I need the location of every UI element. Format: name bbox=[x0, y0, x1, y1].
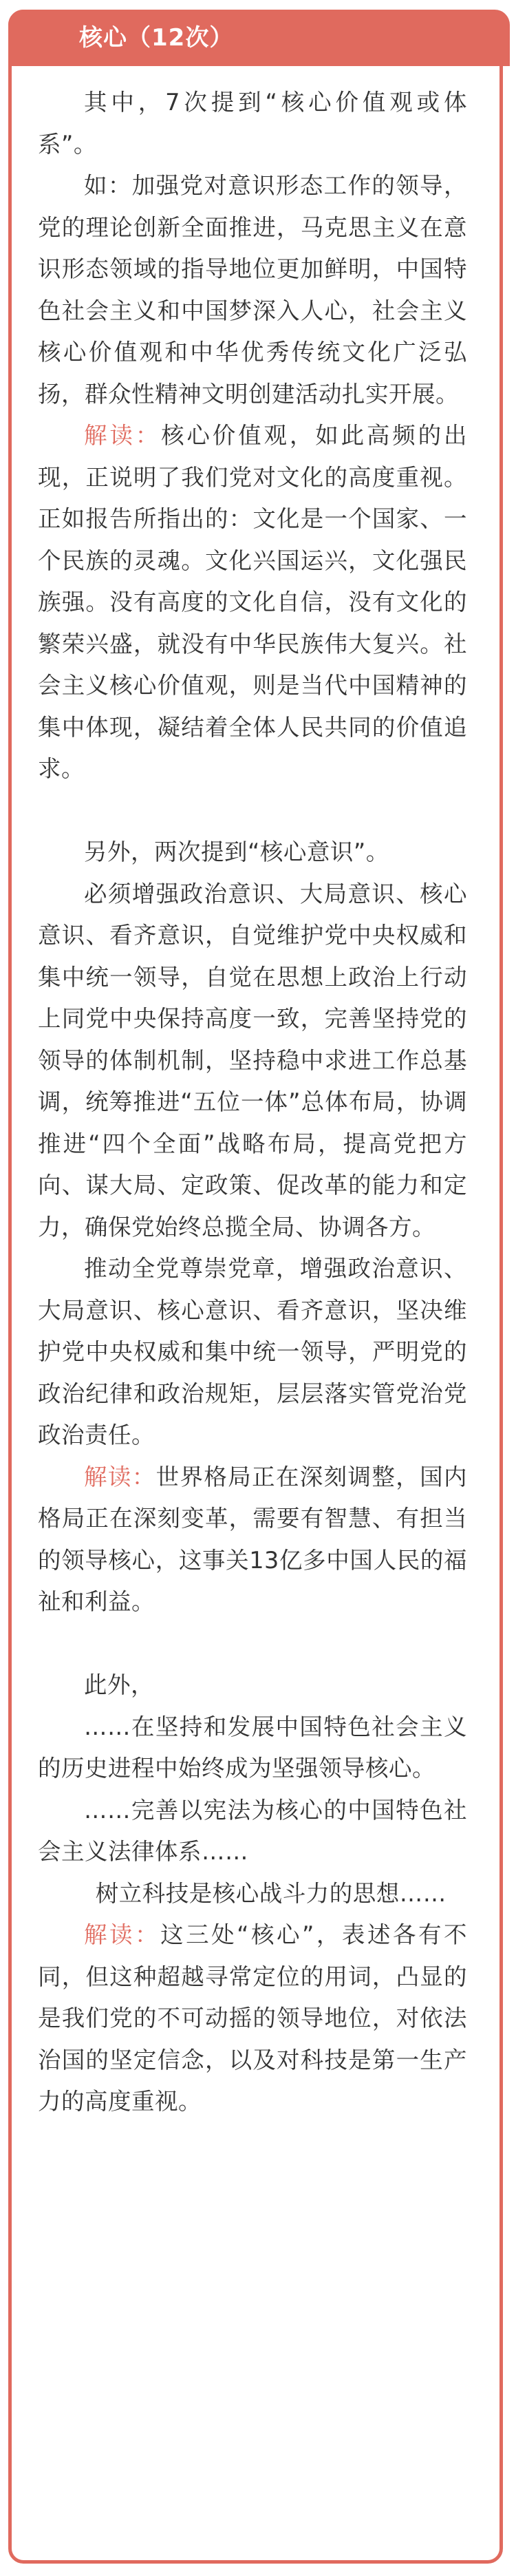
section-gap bbox=[38, 1623, 467, 1665]
paragraph-text: 其中，7次提到“核心价值观或体系”。 bbox=[38, 89, 467, 158]
paragraph-text: 必须增强政治意识、大局意识、核心意识、看齐意识，自觉维护党中央权威和集中统一领导，自觉在思想上政治上行动上同党中央保持高度一致，完善坚持党的领导的体制机制，坚持稳中求进工作总基调，统筹推进“五位一体”总体布局，协调推进“四个全面”战略布局，提高党把方向、谋大局、定政策、促改革的能力和定力，确保党始终总揽全局、协调各方。 bbox=[38, 880, 467, 1241]
paragraph-text: 这三处“核心”，表述各有不同，但这种超越寻常定位的用词，凸显的是我们党的不可动摇的领导地位，对依法治国的坚定信念，以及对科技是第一生产力的高度重视。 bbox=[38, 1921, 467, 2115]
paragraph bbox=[38, 1790, 467, 1873]
paragraph-text: 此外， bbox=[84, 1671, 154, 1698]
paragraph bbox=[38, 832, 467, 874]
interpretation-paragraph bbox=[38, 415, 467, 790]
paragraph-text: ……在坚持和发展中国特色社会主义的历史进程中始终成为坚强领导核心。 bbox=[38, 1713, 467, 1782]
interpretation-label: 解读： bbox=[84, 1921, 161, 1948]
interpretation-label: 解读： bbox=[84, 1463, 156, 1490]
paragraph-text: 如：加强党对意识形态工作的领导，党的理论创新全面推进，马克思主义在意识形态领域的指导地位更加鲜明，中国特色社会主义和中国梦深入人心，社会主义核心价值观和中华优秀传统文化广泛弘扬，群众性精神文明创建活动扎实开展。 bbox=[38, 172, 467, 408]
paragraph bbox=[38, 1248, 467, 1457]
paragraph-text: 世界格局正在深刻调整，国内格局正在深刻变革，需要有智慧、有担当的领导核心，这事关13亿多中国人民的福祉和利益。 bbox=[38, 1463, 468, 1615]
paragraph bbox=[38, 82, 467, 165]
paragraph bbox=[38, 1665, 467, 1707]
paragraph-text: ……完善以宪法为核心的中国特色社会主义法律体系…… bbox=[38, 1796, 467, 1865]
paragraph bbox=[38, 165, 467, 415]
article-body bbox=[38, 82, 467, 2123]
paragraph-text: 核心价值观，如此高频的出现，正说明了我们党对文化的高度重视。正如报告所指出的：文化是一个国家、一个民族的灵魂。文化兴国运兴，文化强民族强。没有高度的文化自信，没有文化的繁荣兴盛，就没有中华民族伟大复兴。社会主义核心价值观，则是当代中国精神的集中体现，凝结着全体人民共同的价值追求。 bbox=[38, 422, 468, 782]
interpretation-paragraph bbox=[38, 1914, 467, 2123]
paragraph-text: 另外，两次提到“核心意识”。 bbox=[84, 838, 389, 865]
interpretation-paragraph bbox=[38, 1457, 467, 1623]
article-card bbox=[8, 10, 503, 2564]
paragraph-text: 推动全党尊崇党章，增强政治意识、大局意识、核心意识、看齐意识，坚决维护党中央权威和集中统一领导，严明党的政治纪律和政治规矩，层层落实管党治党政治责任。 bbox=[38, 1255, 467, 1448]
interpretation-label: 解读： bbox=[84, 422, 162, 449]
section-title: 核心（12次） bbox=[79, 24, 234, 52]
section-header bbox=[8, 10, 510, 66]
paragraph bbox=[38, 874, 467, 1249]
paragraph-text: 树立科技是核心战斗力的思想…… bbox=[95, 1879, 447, 1907]
paragraph bbox=[38, 1707, 467, 1790]
paragraph bbox=[38, 1873, 467, 1915]
section-gap bbox=[38, 790, 467, 832]
